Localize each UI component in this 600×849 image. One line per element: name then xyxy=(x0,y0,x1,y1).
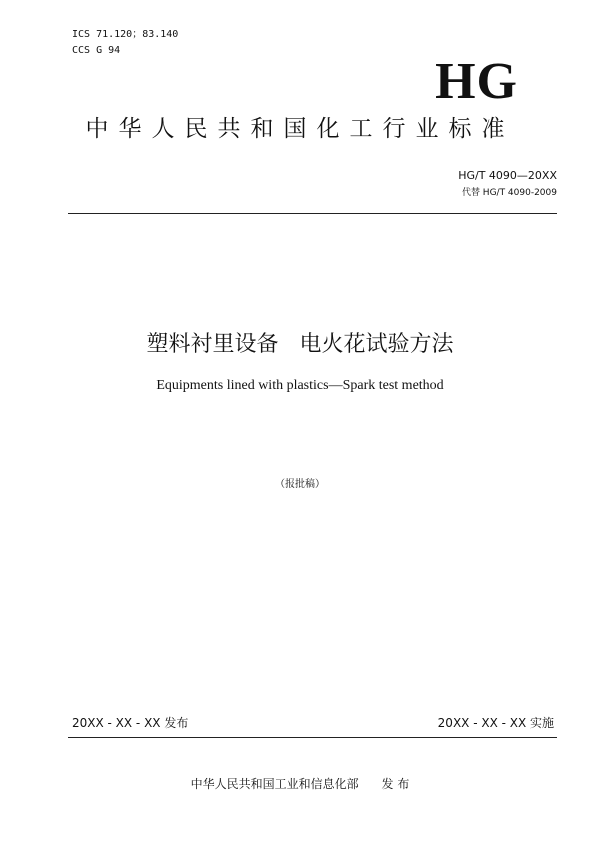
replaces-standard: 代替 HG/T 4090-2009 xyxy=(461,188,557,198)
header-divider xyxy=(68,213,557,214)
hg-logo: HG xyxy=(435,53,518,110)
issue-date: 20XX - XX - XX 发布 xyxy=(72,716,189,730)
ics-code: ICS 71.120；83.140 xyxy=(72,29,179,40)
implementation-date: 20XX - XX - XX 实施 xyxy=(437,716,554,730)
document-subtitle: Equipments lined with plastics—Spark test method xyxy=(156,378,444,393)
publisher: 中华人民共和国工业和信息化部 发 布 xyxy=(190,777,410,791)
document-title: 塑料衬里设备 电火花试验方法 xyxy=(146,332,454,357)
standard-category-title: 中华人民共和国化工行业标准 xyxy=(85,116,515,142)
footer-divider xyxy=(68,737,557,738)
ccs-code: CCS G 94 xyxy=(72,45,121,56)
draft-status: （报批稿） xyxy=(275,479,325,490)
standard-number: HG/T 4090—20XX xyxy=(458,169,557,182)
